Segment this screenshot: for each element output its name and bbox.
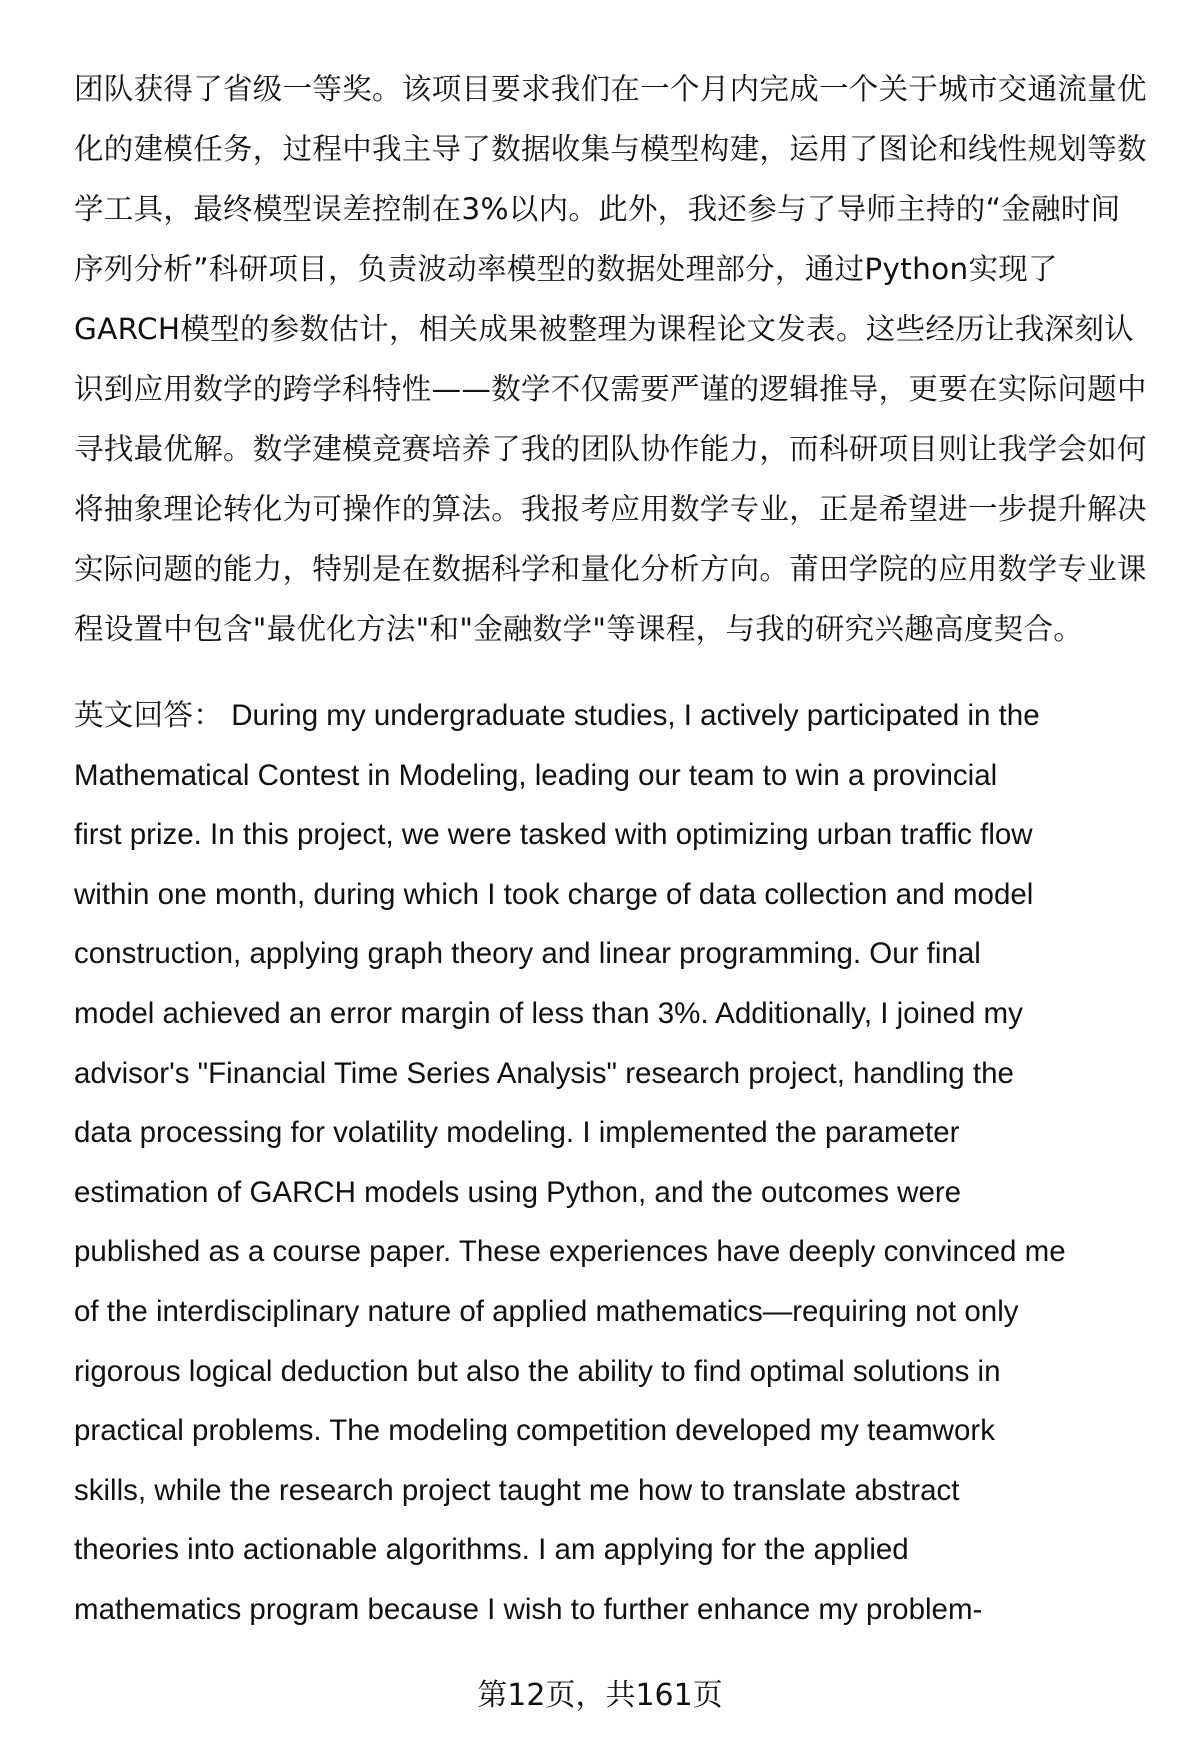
chinese-paragraph-line: 识到应用数学的跨学科特性——数学不仅需要严谨的逻辑推导，更要在实际问题中 — [74, 372, 1147, 406]
english-paragraph-line: construction, applying graph theory and linear programming. Our final — [74, 937, 981, 971]
english-paragraph-line: mathematics program because I wish to further enhance my problem- — [74, 1593, 983, 1626]
english-paragraph-line: estimation of GARCH models using Python, and the outcomes were — [74, 1175, 962, 1209]
english-paragraph-line: first prize. In this project, we were tasked with optimizing urban traffic flow — [74, 818, 1033, 852]
english-paragraph-line: Mathematical Contest in Modeling, leading our team to win a provincial — [74, 758, 998, 792]
chinese-paragraph-line: 团队获得了省级一等奖。该项目要求我们在一个月内完成一个关于城市交通流量优 — [74, 72, 1147, 106]
english-paragraph-line: practical problems. The modeling competition developed my teamwork — [74, 1414, 995, 1448]
english-paragraph-line: rigorous logical deduction but also the ability to find optimal solutions in — [74, 1354, 1001, 1388]
english-paragraph-line: data processing for volatility modeling. I implemented the parameter — [74, 1116, 960, 1150]
chinese-paragraph-line: 学工具，最终模型误差控制在3%以内。此外，我还参与了导师主持的“金融时间 — [74, 192, 1121, 226]
english-line-text: During my undergraduate studies, I actively participated in the — [223, 699, 1040, 732]
page-number-footer: 第12页，共161页 — [477, 1678, 723, 1713]
english-paragraph-line — [74, 696, 1040, 736]
chinese-paragraph-line: 程设置中包含"最优化方法"和"金融数学"等课程，与我的研究兴趣高度契合。 — [74, 612, 1084, 646]
chinese-paragraph-line: 将抽象理论转化为可操作的算法。我报考应用数学专业，正是希望进一步提升解决 — [74, 492, 1147, 526]
chinese-paragraph-line: 化的建模任务，过程中我主导了数据收集与模型构建，运用了图论和线性规划等数 — [74, 132, 1147, 166]
english-paragraph-line: of the interdisciplinary nature of applied mathematics—requiring not only — [74, 1295, 1019, 1328]
english-paragraph-line: model achieved an error margin of less than 3%. Additionally, I joined my — [74, 997, 1023, 1030]
chinese-paragraph-line: 序列分析”科研项目，负责波动率模型的数据处理部分，通过Python实现了 — [74, 252, 1058, 286]
english-paragraph-line: within one month, during which I took charge of data collection and model — [74, 877, 1034, 911]
english-paragraph-line: advisor's "Financial Time Series Analysis" research project, handling the — [74, 1056, 1014, 1090]
english-paragraph-line: skills, while the research project taught me how to translate abstract — [74, 1473, 960, 1507]
chinese-paragraph-line: 实际问题的能力，特别是在数据科学和量化分析方向。莆田学院的应用数学专业课 — [74, 552, 1147, 586]
chinese-paragraph-line: GARCH模型的参数估计，相关成果被整理为课程论文发表。这些经历让我深刻认 — [74, 312, 1134, 346]
chinese-paragraph-line: 寻找最优解。数学建模竞赛培养了我的团队协作能力，而科研项目则让我学会如何 — [74, 432, 1147, 466]
english-paragraph-line: theories into actionable algorithms. I am applying for the applied — [74, 1533, 909, 1567]
english-answer-label: 英文回答： — [74, 699, 224, 732]
english-paragraph-line: published as a course paper. These experiences have deeply convinced me — [74, 1235, 1066, 1269]
